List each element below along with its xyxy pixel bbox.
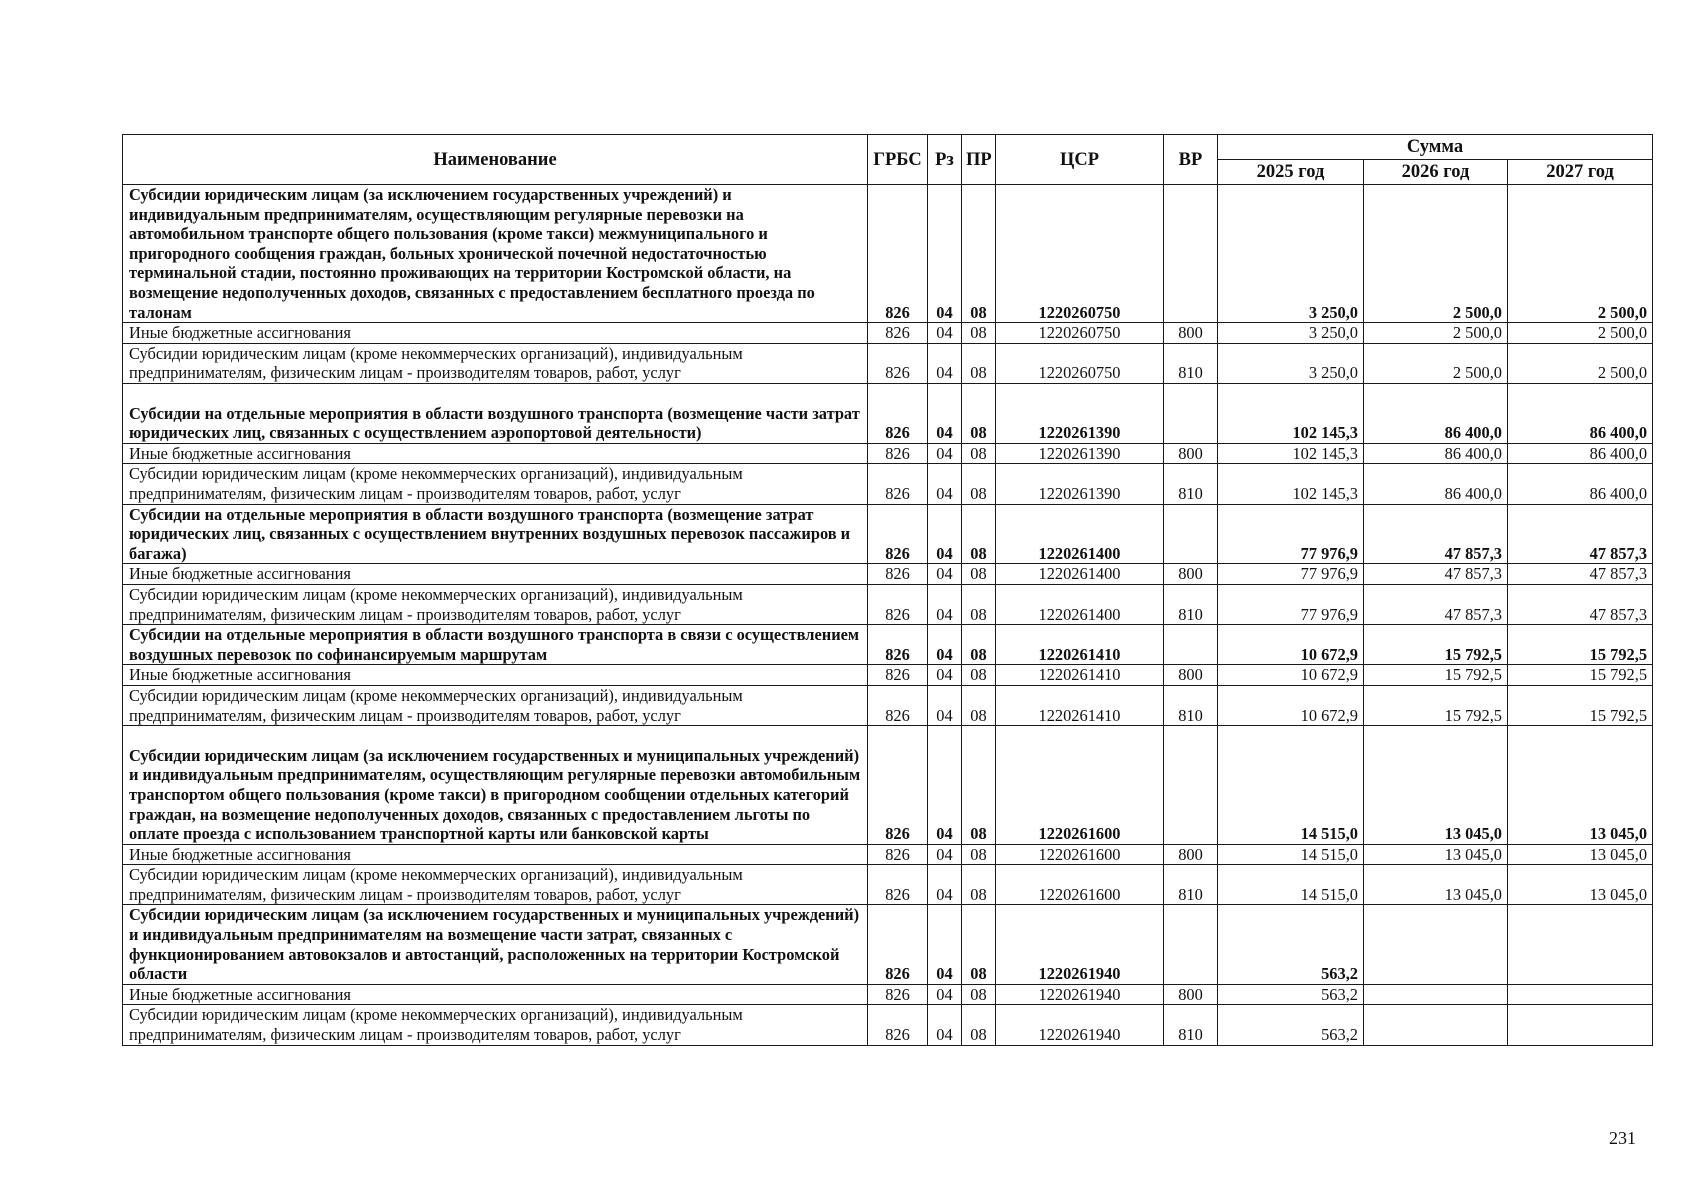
table-row <box>123 685 1653 725</box>
cell-vr: 800 <box>1164 443 1218 464</box>
header-name: Наименование <box>123 135 868 185</box>
cell-vr: 810 <box>1164 584 1218 624</box>
cell-vr: 810 <box>1164 865 1218 905</box>
cell-sum-2025: 563,2 <box>1218 905 1364 984</box>
table-row <box>123 185 1653 323</box>
cell-name: Иные бюджетные ассигнования <box>123 564 868 585</box>
cell-pr: 08 <box>962 383 996 443</box>
cell-sum-2027: 13 045,0 <box>1508 844 1653 865</box>
cell-sum-2025: 563,2 <box>1218 1005 1364 1045</box>
cell-pr: 08 <box>962 323 996 344</box>
cell-grbs: 826 <box>868 464 928 504</box>
table-row <box>123 665 1653 686</box>
cell-name: Иные бюджетные ассигнования <box>123 984 868 1005</box>
cell-rz: 04 <box>928 984 962 1005</box>
header-rz: Рз <box>928 135 962 185</box>
cell-rz: 04 <box>928 185 962 323</box>
cell-grbs: 826 <box>868 905 928 984</box>
table-body <box>123 185 1653 1046</box>
cell-sum-2027: 86 400,0 <box>1508 464 1653 504</box>
cell-sum-2025: 10 672,9 <box>1218 685 1364 725</box>
cell-csr: 1220261390 <box>996 443 1164 464</box>
cell-pr: 08 <box>962 726 996 845</box>
cell-grbs: 826 <box>868 625 928 665</box>
header-csr: ЦСР <box>996 135 1164 185</box>
cell-sum-2026 <box>1364 905 1508 984</box>
cell-vr: 800 <box>1164 564 1218 585</box>
cell-csr: 1220261410 <box>996 625 1164 665</box>
cell-rz: 04 <box>928 844 962 865</box>
cell-csr: 1220260750 <box>996 343 1164 383</box>
cell-sum-2027 <box>1508 905 1653 984</box>
cell-grbs: 826 <box>868 185 928 323</box>
header-year-2027: 2027 год <box>1508 160 1653 185</box>
cell-name: Субсидии юридическим лицам (за исключением государственных учреждений) и индивидуальным предпринимателям, осуществляющим регулярные перевозки на автомобильном транспорте общего пользования (кроме такси) межмуниципального и пригородного сообщения граждан, больных хронической почечной недостаточностью терминальной стадии, постоянно проживающих на территории Костромской области, на возмещение недополученных доходов, связанных с предоставлением бесплатного проезда по талонам <box>123 185 868 323</box>
cell-csr: 1220261400 <box>996 504 1164 564</box>
cell-csr: 1220261390 <box>996 383 1164 443</box>
cell-csr: 1220261600 <box>996 865 1164 905</box>
cell-pr: 08 <box>962 464 996 504</box>
cell-sum-2026: 13 045,0 <box>1364 726 1508 845</box>
cell-pr: 08 <box>962 685 996 725</box>
cell-grbs: 826 <box>868 443 928 464</box>
cell-name: Субсидии юридическим лицам (кроме некоммерческих организаций), индивидуальным предпринимателям, физическим лицам - производителям товаров, работ, услуг <box>123 685 868 725</box>
header-sum: Сумма <box>1218 135 1653 160</box>
cell-pr: 08 <box>962 584 996 624</box>
cell-sum-2026: 86 400,0 <box>1364 464 1508 504</box>
table-header <box>123 135 1653 185</box>
cell-pr: 08 <box>962 665 996 686</box>
cell-vr <box>1164 185 1218 323</box>
table-row <box>123 625 1653 665</box>
cell-sum-2026: 86 400,0 <box>1364 443 1508 464</box>
cell-name: Иные бюджетные ассигнования <box>123 323 868 344</box>
cell-name: Субсидии юридическим лицам (кроме некоммерческих организаций), индивидуальным предпринимателям, физическим лицам - производителям товаров, работ, услуг <box>123 584 868 624</box>
cell-csr: 1220261940 <box>996 905 1164 984</box>
cell-name: Субсидии на отдельные мероприятия в области воздушного транспорта (возмещение затрат юридических лиц, связанных с осуществлением внутренних воздушных перевозок пассажиров и багажа) <box>123 504 868 564</box>
cell-vr: 810 <box>1164 343 1218 383</box>
page-number: 231 <box>1609 1128 1636 1148</box>
cell-sum-2025: 14 515,0 <box>1218 726 1364 845</box>
cell-sum-2025: 14 515,0 <box>1218 865 1364 905</box>
cell-sum-2026: 2 500,0 <box>1364 343 1508 383</box>
cell-vr: 800 <box>1164 665 1218 686</box>
cell-grbs: 826 <box>868 584 928 624</box>
header-pr: ПР <box>962 135 996 185</box>
cell-name: Субсидии юридическим лицам (за исключением государственных и муниципальных учреждений) и индивидуальным предпринимателям на возмещение части затрат, связанных с функционированием автовокзалов и автостанций, расположенных на территории Костромской области <box>123 905 868 984</box>
cell-rz: 04 <box>928 905 962 984</box>
cell-vr <box>1164 905 1218 984</box>
cell-sum-2026 <box>1364 984 1508 1005</box>
cell-name: Субсидии юридическим лицам (кроме некоммерческих организаций), индивидуальным предпринимателям, физическим лицам - производителям товаров, работ, услуг <box>123 865 868 905</box>
cell-grbs: 826 <box>868 865 928 905</box>
cell-vr <box>1164 726 1218 845</box>
cell-sum-2026: 2 500,0 <box>1364 323 1508 344</box>
cell-grbs: 826 <box>868 504 928 564</box>
cell-vr: 800 <box>1164 844 1218 865</box>
cell-vr <box>1164 383 1218 443</box>
cell-rz: 04 <box>928 464 962 504</box>
cell-name: Иные бюджетные ассигнования <box>123 665 868 686</box>
cell-sum-2027: 15 792,5 <box>1508 685 1653 725</box>
cell-vr: 810 <box>1164 1005 1218 1045</box>
cell-sum-2026: 13 045,0 <box>1364 844 1508 865</box>
table-row <box>123 464 1653 504</box>
cell-sum-2026: 15 792,5 <box>1364 665 1508 686</box>
cell-pr: 08 <box>962 905 996 984</box>
cell-sum-2027: 47 857,3 <box>1508 504 1653 564</box>
cell-csr: 1220261600 <box>996 726 1164 845</box>
cell-name: Субсидии юридическим лицам (кроме некоммерческих организаций), индивидуальным предпринимателям, физическим лицам - производителям товаров, работ, услуг <box>123 464 868 504</box>
cell-rz: 04 <box>928 865 962 905</box>
cell-rz: 04 <box>928 564 962 585</box>
cell-pr: 08 <box>962 984 996 1005</box>
cell-csr: 1220261940 <box>996 1005 1164 1045</box>
cell-grbs: 826 <box>868 726 928 845</box>
cell-grbs: 826 <box>868 844 928 865</box>
cell-csr: 1220261400 <box>996 564 1164 585</box>
cell-csr: 1220261400 <box>996 584 1164 624</box>
cell-sum-2027: 13 045,0 <box>1508 865 1653 905</box>
cell-sum-2025: 77 976,9 <box>1218 584 1364 624</box>
table-row <box>123 844 1653 865</box>
cell-grbs: 826 <box>868 665 928 686</box>
cell-pr: 08 <box>962 343 996 383</box>
cell-sum-2025: 10 672,9 <box>1218 625 1364 665</box>
header-grbs: ГРБС <box>868 135 928 185</box>
cell-csr: 1220261940 <box>996 984 1164 1005</box>
cell-rz: 04 <box>928 323 962 344</box>
cell-csr: 1220261600 <box>996 844 1164 865</box>
cell-sum-2025: 3 250,0 <box>1218 323 1364 344</box>
cell-name: Субсидии на отдельные мероприятия в области воздушного транспорта (возмещение части затрат юридических лиц, связанных с осуществлением аэропортовой деятельности) <box>123 383 868 443</box>
cell-sum-2025: 102 145,3 <box>1218 464 1364 504</box>
cell-csr: 1220260750 <box>996 185 1164 323</box>
table-row <box>123 905 1653 984</box>
table-row <box>123 383 1653 443</box>
cell-name: Субсидии юридическим лицам (кроме некоммерческих организаций), индивидуальным предпринимателям, физическим лицам - производителям товаров, работ, услуг <box>123 343 868 383</box>
cell-sum-2025: 10 672,9 <box>1218 665 1364 686</box>
cell-sum-2027: 47 857,3 <box>1508 584 1653 624</box>
table-row <box>123 564 1653 585</box>
cell-grbs: 826 <box>868 343 928 383</box>
table-row <box>123 343 1653 383</box>
cell-pr: 08 <box>962 625 996 665</box>
cell-rz: 04 <box>928 383 962 443</box>
cell-vr: 800 <box>1164 984 1218 1005</box>
cell-pr: 08 <box>962 443 996 464</box>
table-row <box>123 504 1653 564</box>
cell-sum-2025: 3 250,0 <box>1218 343 1364 383</box>
cell-sum-2026: 47 857,3 <box>1364 564 1508 585</box>
cell-pr: 08 <box>962 1005 996 1045</box>
cell-sum-2027: 15 792,5 <box>1508 625 1653 665</box>
cell-sum-2026: 47 857,3 <box>1364 584 1508 624</box>
cell-rz: 04 <box>928 625 962 665</box>
cell-rz: 04 <box>928 685 962 725</box>
cell-pr: 08 <box>962 504 996 564</box>
cell-pr: 08 <box>962 844 996 865</box>
cell-grbs: 826 <box>868 323 928 344</box>
table-row <box>123 443 1653 464</box>
cell-vr <box>1164 504 1218 564</box>
table-row <box>123 584 1653 624</box>
cell-grbs: 826 <box>868 383 928 443</box>
cell-grbs: 826 <box>868 685 928 725</box>
cell-pr: 08 <box>962 564 996 585</box>
cell-vr: 810 <box>1164 685 1218 725</box>
cell-sum-2026: 15 792,5 <box>1364 685 1508 725</box>
cell-csr: 1220261410 <box>996 685 1164 725</box>
cell-csr: 1220261390 <box>996 464 1164 504</box>
cell-sum-2027: 13 045,0 <box>1508 726 1653 845</box>
table-row <box>123 1005 1653 1045</box>
cell-vr: 810 <box>1164 464 1218 504</box>
cell-rz: 04 <box>928 726 962 845</box>
cell-rz: 04 <box>928 443 962 464</box>
cell-rz: 04 <box>928 584 962 624</box>
cell-sum-2026: 2 500,0 <box>1364 185 1508 323</box>
header-vr: ВР <box>1164 135 1218 185</box>
cell-name: Субсидии юридическим лицам (за исключением государственных и муниципальных учреждений) и индивидуальным предпринимателям, осуществляющим регулярные перевозки автомобильным транспортом общего пользования (кроме такси) в пригородном сообщении отдельных категорий граждан, на возмещение недополученных доходов, связанных с предоставлением льготы по оплате проезда с использованием транспортной карты или банковской карты <box>123 726 868 845</box>
cell-rz: 04 <box>928 504 962 564</box>
cell-name: Субсидии на отдельные мероприятия в области воздушного транспорта в связи с осуществлением воздушных перевозок по софинансируемым маршрутам <box>123 625 868 665</box>
cell-sum-2027: 15 792,5 <box>1508 665 1653 686</box>
header-year-2026: 2026 год <box>1364 160 1508 185</box>
cell-sum-2026 <box>1364 1005 1508 1045</box>
cell-sum-2025: 3 250,0 <box>1218 185 1364 323</box>
cell-name: Иные бюджетные ассигнования <box>123 844 868 865</box>
cell-vr: 800 <box>1164 323 1218 344</box>
cell-sum-2026: 47 857,3 <box>1364 504 1508 564</box>
table-row <box>123 726 1653 845</box>
cell-sum-2025: 102 145,3 <box>1218 383 1364 443</box>
cell-name: Субсидии юридическим лицам (кроме некоммерческих организаций), индивидуальным предпринимателям, физическим лицам - производителям товаров, работ, услуг <box>123 1005 868 1045</box>
cell-sum-2025: 563,2 <box>1218 984 1364 1005</box>
cell-name: Иные бюджетные ассигнования <box>123 443 868 464</box>
cell-sum-2027: 2 500,0 <box>1508 343 1653 383</box>
table-row <box>123 323 1653 344</box>
table-row <box>123 984 1653 1005</box>
cell-sum-2025: 77 976,9 <box>1218 504 1364 564</box>
cell-sum-2026: 86 400,0 <box>1364 383 1508 443</box>
cell-sum-2025: 14 515,0 <box>1218 844 1364 865</box>
cell-vr <box>1164 625 1218 665</box>
cell-pr: 08 <box>962 865 996 905</box>
cell-rz: 04 <box>928 665 962 686</box>
cell-csr: 1220260750 <box>996 323 1164 344</box>
header-year-2025: 2025 год <box>1218 160 1364 185</box>
cell-pr: 08 <box>962 185 996 323</box>
cell-grbs: 826 <box>868 564 928 585</box>
cell-sum-2027: 86 400,0 <box>1508 383 1653 443</box>
cell-sum-2027: 47 857,3 <box>1508 564 1653 585</box>
cell-sum-2027 <box>1508 984 1653 1005</box>
cell-grbs: 826 <box>868 984 928 1005</box>
cell-sum-2025: 102 145,3 <box>1218 443 1364 464</box>
table-row <box>123 865 1653 905</box>
cell-sum-2027: 2 500,0 <box>1508 323 1653 344</box>
cell-sum-2027: 2 500,0 <box>1508 185 1653 323</box>
cell-rz: 04 <box>928 1005 962 1045</box>
cell-sum-2026: 15 792,5 <box>1364 625 1508 665</box>
cell-sum-2026: 13 045,0 <box>1364 865 1508 905</box>
cell-csr: 1220261410 <box>996 665 1164 686</box>
cell-rz: 04 <box>928 343 962 383</box>
cell-sum-2025: 77 976,9 <box>1218 564 1364 585</box>
cell-sum-2027: 86 400,0 <box>1508 443 1653 464</box>
budget-table <box>122 134 1653 1046</box>
cell-sum-2027 <box>1508 1005 1653 1045</box>
cell-grbs: 826 <box>868 1005 928 1045</box>
